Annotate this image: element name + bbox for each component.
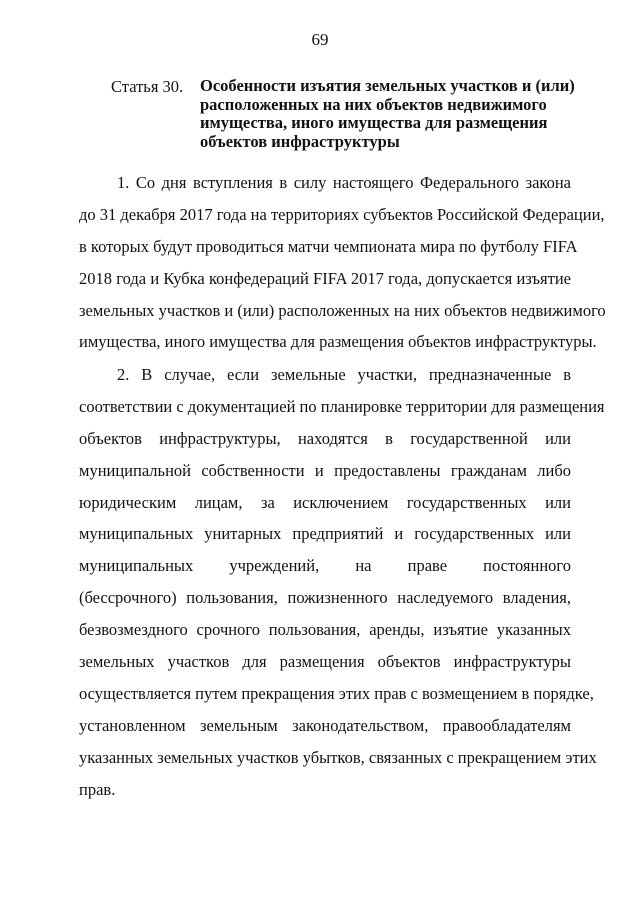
paragraph-line: до 31 декабря 2017 года на территориях субъектов Российской Федерации,	[79, 204, 605, 224]
paragraph-line: 2018 года и Кубка конфедераций FIFA 2017 года, допускается изъятие	[79, 268, 571, 288]
paragraph-line: 1. Со дня вступления в силу настоящего Федерального закона	[117, 173, 571, 192]
paragraph-line: объектов инфраструктуры, находятся в государственной или	[79, 428, 571, 448]
paragraph-line: муниципальных учреждений, на праве постоянного	[79, 556, 571, 576]
paragraph-line: безвозмездного срочного пользования, аренды, изъятие указанных	[79, 620, 571, 640]
page-number: 69	[311, 30, 329, 49]
paragraph-line: муниципальных унитарных предприятий и государственных или	[79, 524, 571, 544]
paragraph-1	[79, 167, 606, 358]
paragraph-line: осуществляется путем прекращения этих прав с возмещением в порядке,	[79, 683, 594, 703]
paragraph-line: юридическим лицам, за исключением государственных или	[79, 492, 571, 512]
paragraph-line: земельных участков и (или) расположенных на них объектов недвижимого	[79, 300, 606, 320]
paragraph-line: в которых будут проводиться матчи чемпионата мира по футболу FIFA	[79, 236, 578, 256]
article-title-line: имущества, иного имущества для размещения	[200, 113, 548, 132]
article-title-line: объектов инфраструктуры	[200, 131, 400, 151]
paragraph-line: прав.	[79, 779, 116, 799]
paragraph-line: установленном земельным законодательством, правообладателям	[79, 715, 571, 735]
paragraph-line: соответствии с документацией по планировке территории для размещения	[79, 396, 605, 416]
paragraph-line: 2. В случае, если земельные участки, предназначенные в	[117, 365, 571, 384]
article-title	[200, 77, 600, 151]
paragraph-line: указанных земельных участков убытков, связанных с прекращением этих	[79, 747, 597, 767]
article-label: Статья 30.	[111, 77, 184, 96]
article-title-line: Особенности изъятия земельных участков и (или)	[200, 76, 575, 95]
paragraph-line: муниципальной собственности и предоставлены гражданам либо	[79, 460, 571, 480]
article-title-line: расположенных на них объектов недвижимого	[200, 94, 547, 114]
paragraph-line: земельных участков для размещения объектов инфраструктуры	[79, 652, 571, 672]
paragraph-2	[79, 359, 605, 805]
paragraph-line: имущества, иного имущества для размещения объектов инфраструктуры.	[79, 332, 597, 352]
paragraph-line: (бессрочного) пользования, пожизненного наследуемого владения,	[79, 588, 571, 608]
